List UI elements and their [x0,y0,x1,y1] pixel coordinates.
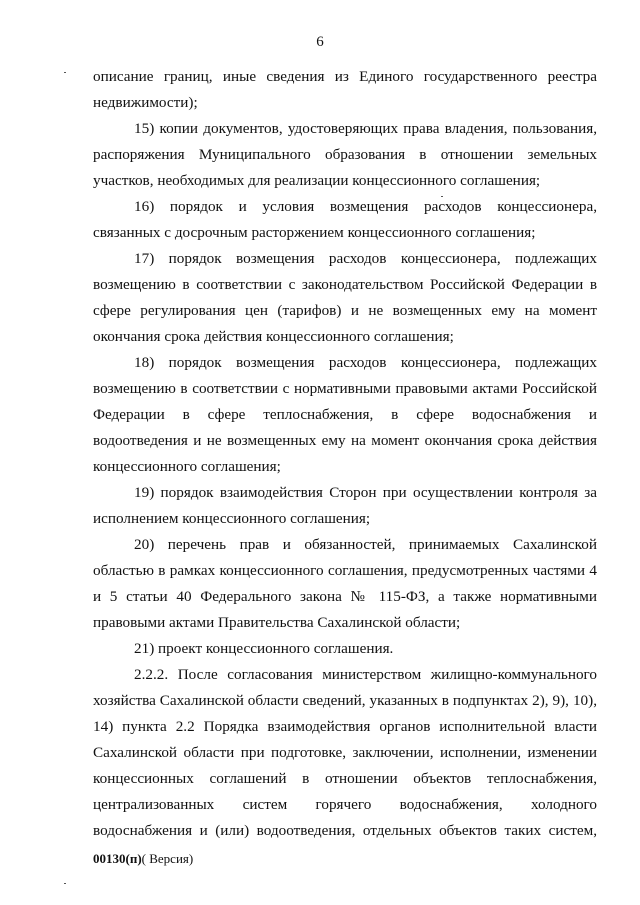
scan-speck [64,72,66,73]
footer-document-code [93,851,193,867]
footer-code: 00130(п) [93,851,142,866]
list-item-17: 17) порядок возмещения расходов концессионера, подлежащих возмещению в соответствии с законодательством Российской Федерации в сфере регулирования цен (тарифов) и не возмещенных ему на момент окончания срока действия концессионного соглашения; [93,250,597,345]
page-number: 6 [316,34,324,50]
scan-speck [441,196,443,197]
list-item-16: 16) порядок и условия возмещения расходов концессионера, связанных с досрочным расторжением концессионного соглашения; [93,198,597,241]
footer-version: ( Версия) [141,851,194,866]
list-item-20: 20) перечень прав и обязанностей, принимаемых Сахалинской областью в рамках концессионного соглашения, предусмотренных частями 4 и 5 статьи 40 Федерального закона № 115-ФЗ, а также нормативными правовыми актами Правительства Сахалинской области; [93,536,597,631]
section-2-2-2: 2.2.2. После согласования министерством жилищно-коммунального хозяйства Сахалинской области сведений, указанных в подпунктах 2), 9), 10), 14) пункта 2.2 Порядка взаимодействия органов исполнительной власти Сахалинской области при подготовке, заключении, исполнении, изменении концессионных соглашений в отношении объектов теплоснабжения, централизованных систем горячего водоснабжения, холодного водоснабжения и (или) водоотведения, отдельных объектов таких систем, [93,666,597,839]
paragraph-continuation: описание границ, иные сведения из Единого государственного реестра недвижимости); [93,68,597,111]
list-item-21: 21) проект концессионного соглашения. [134,640,394,657]
list-item-19: 19) порядок взаимодействия Сторон при осуществлении контроля за исполнением концессионного соглашения; [93,484,597,527]
scan-speck [64,883,66,884]
list-item-18: 18) порядок возмещения расходов концессионера, подлежащих возмещению в соответствии с нормативными правовыми актами Российской Федерации в сфере теплоснабжения, в сфере водоснабжения и водоотведения и не возмещенных ему на момент окончания срока действия концессионного соглашения; [93,354,597,475]
list-item-15: 15) копии документов, удостоверяющих права владения, пользования, распоряжения Муниципального образования в отношении земельных участков, необходимых для реализации концессионного соглашения; [93,120,597,189]
document-body [93,64,597,844]
